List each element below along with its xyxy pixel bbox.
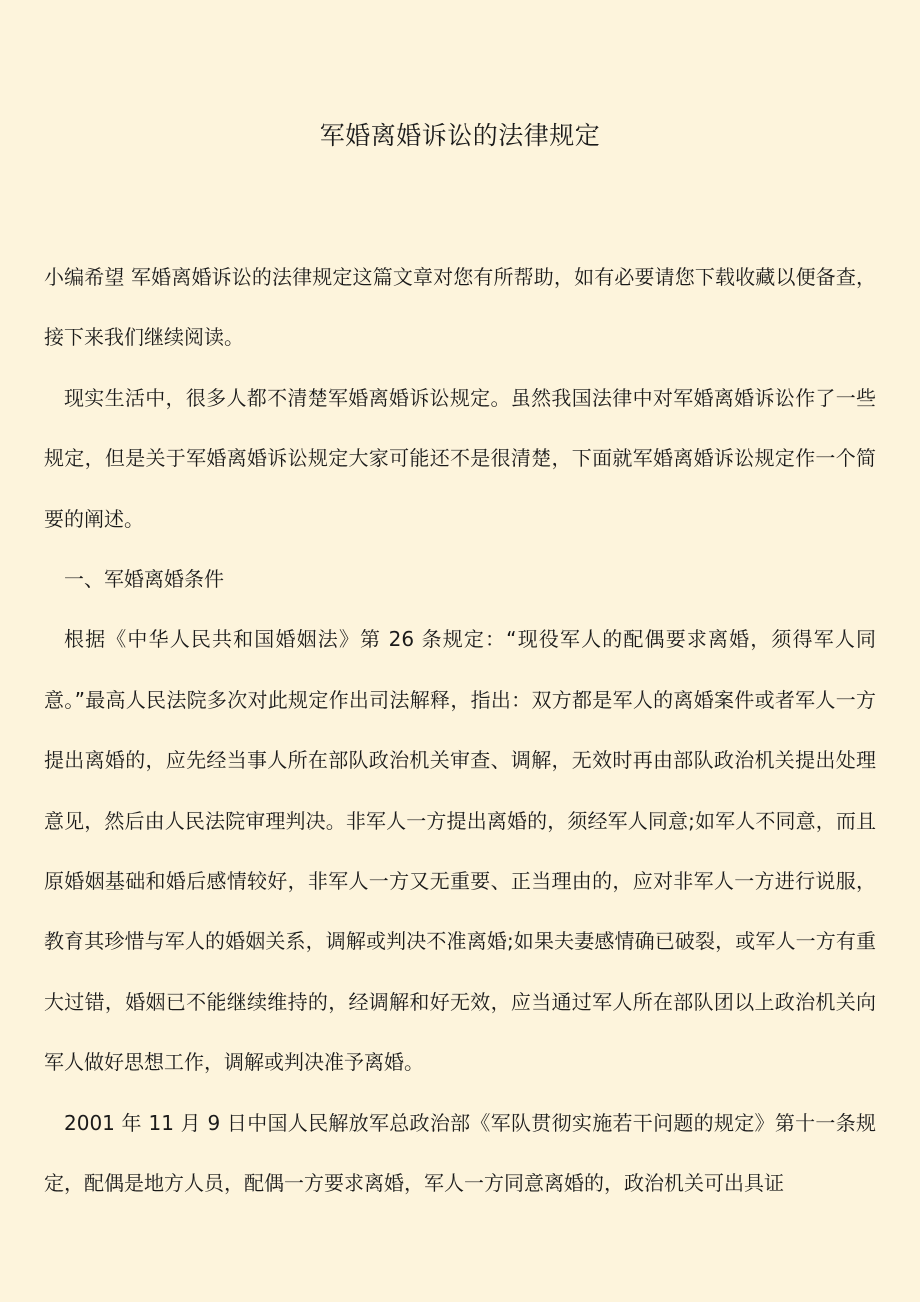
intro-paragraph: 小编希望 军婚离婚诉讼的法律规定这篇文章对您有所帮助，如有必要请您下载收藏以便备查，接下来我们继续阅读。: [44, 265, 876, 350]
overview-paragraph: 现实生活中，很多人都不清楚军婚离婚诉讼规定。虽然我国法律中对军婚离婚诉讼作了一些规定，但是关于军婚离婚诉讼规定大家可能还不是很清楚，下面就军婚离婚诉讼规定作一个简要的阐述。: [44, 385, 876, 531]
document-title: 军婚离婚诉讼的法律规定: [319, 121, 601, 150]
section-heading: 一、军婚离婚条件: [64, 567, 224, 592]
regulation-paragraph: 2001 年 11 月 9 日中国人民解放军总政治部《军队贯彻实施若干问题的规定》第十一条规定，配偶是地方人员，配偶一方要求离婚，军人一方同意离婚的，政治机关可出具证: [44, 1110, 876, 1196]
document-body: [44, 247, 876, 1214]
marriage-law-paragraph: 根据《中华人民共和国婚姻法》第 26 条规定：“现役军人的配偶要求离婚，须得军人同意。”最高人民法院多次对此规定作出司法解释，指出：双方都是军人的离婚案件或者军人一方提出离婚的，应先经当事人所在部队政治机关审查、调解，无效时再由部队政治机关提出处理意见，然后由人民法院审理判决。非军人一方提出离婚的，须经军人同意;如军人不同意，而且原婚姻基础和婚后感情较好，非军人一方又无重要、正当理由的，应对非军人一方进行说服，教育其珍惜与军人的婚姻关系，调解或判决不准离婚;如果夫妻感情确已破裂，或军人一方有重大过错，婚姻已不能继续维持的，经调解和好无效，应当通过军人所在部队团以上政治机关向军人做好思想工作，调解或判决准予离婚。: [44, 627, 876, 1075]
